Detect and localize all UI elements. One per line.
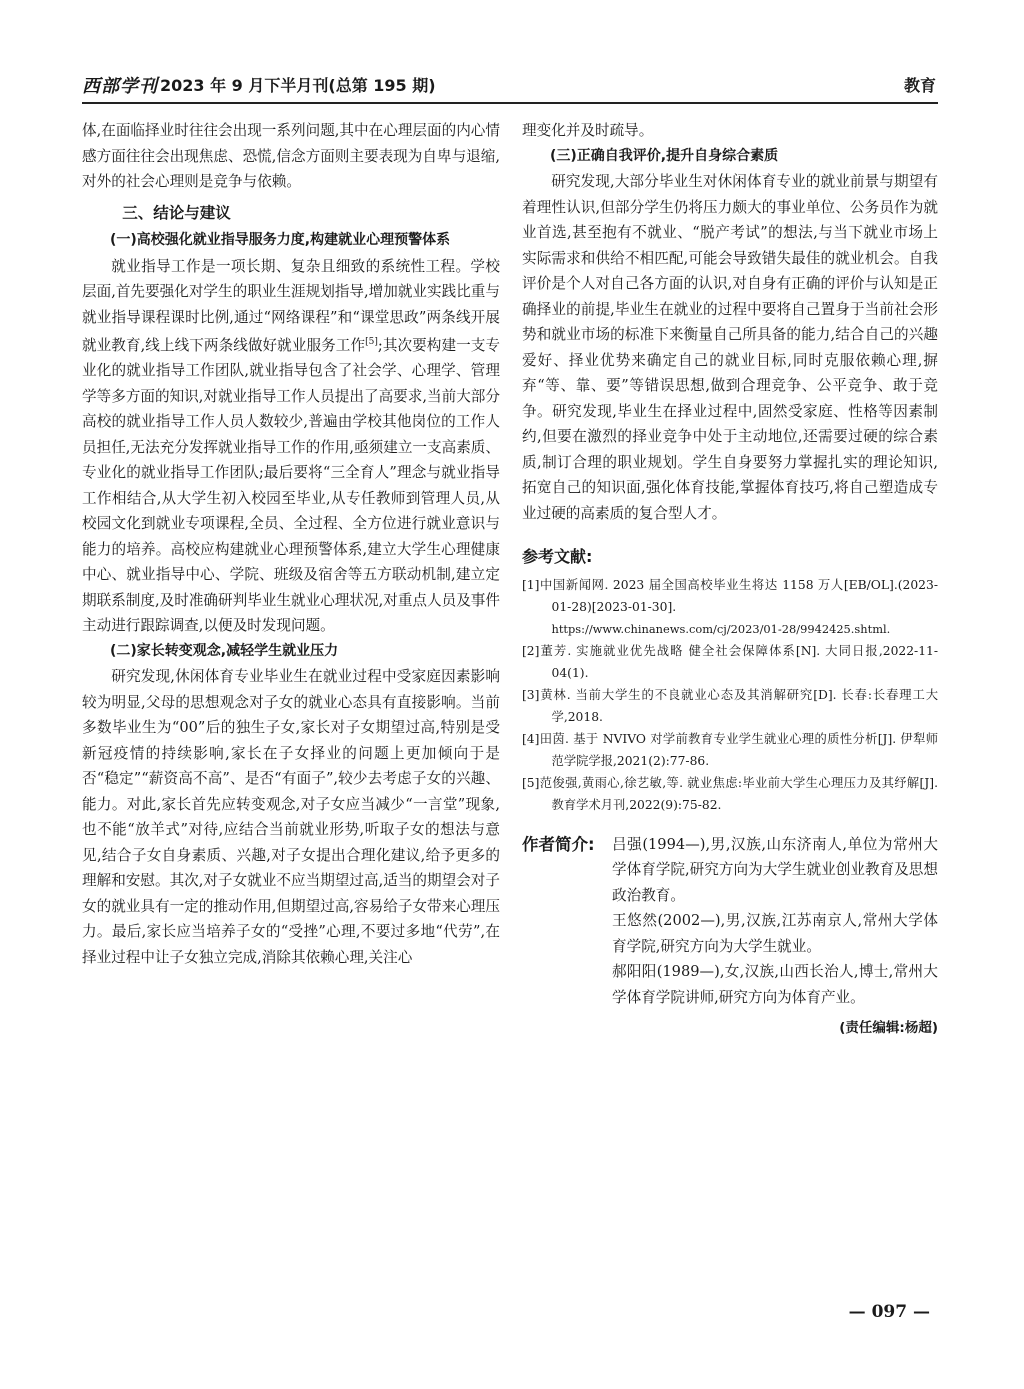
reference-text: [5]范俊强,黄雨心,徐艺敏,等. 就业焦虑:毕业前大学生心理压力及其纾解[J]. 教育学术月刊,2022(9):75-82.: [522, 775, 938, 812]
section-name: 教育: [903, 76, 936, 95]
author-entry: 郝阳阳(1989—),女,汉族,山西长治人,博士,常州大学体育学院讲师,研究方向为体育产业。: [612, 963, 938, 1006]
subsection-heading-3: (三)正确自我评价,提升自身综合素质: [550, 147, 779, 164]
reference-item: [522, 772, 938, 816]
right-column: [522, 118, 938, 1042]
responsible-editor: (责任编辑:杨超): [839, 1020, 938, 1036]
reference-item: [522, 728, 938, 772]
reference-url[interactable]: https://www.chinanews.com/cj/2023/01-28/9942425.shtml.: [551, 621, 891, 636]
page-number: — 097 —: [848, 1302, 930, 1322]
subsection-heading-1: (一)高校强化就业指导服务力度,构建就业心理预警体系: [110, 232, 451, 248]
citation-5: [5]: [365, 337, 378, 347]
author-label: 作者简介:: [522, 834, 595, 854]
references-heading: 参考文献:: [522, 547, 593, 566]
subsection-3-body: 研究发现,大部分毕业生对休闲体育专业的就业前景与期望有着理性认识,但部分学生仍将压力颇大的事业单位、公务员作为就业首选,甚至抱有不就业、“脱产考试”的想法,与当下就业市场上实际需求和供给不相匹配,可能会导致错失最佳的就业机会。自我评价是个人对自己各方面的认识,对自身有正确的评价与认知是正确择业的前提,毕业生在就业的过程中要将自己置身于当前社会形势和就业市场的标准下来衡量自己所具备的能力,结合自己的兴趣爱好、择业优势来确定自己的就业目标,同时克服依赖心理,摒弃“等、靠、要”等错误思想,做到合理竞争、公平竞争、敢于竞争。研究发现,毕业生在择业过程中,固然受家庭、性格等因素制约,但要在激烈的择业竞争中处于主动地位,还需要过硬的综合素质,制订合理的职业规划。学生自身要努力掌握扎实的理论知识,拓宽自己的知识面,强化体育技能,掌握体育技巧,将自己塑造成专业过硬的高素质的复合型人才。: [522, 173, 938, 522]
reference-text: [1]中国新闻网. 2023 届全国高校毕业生将达 1158 万人[EB/OL].(2023-01-28)[2023-01-30].: [522, 577, 938, 614]
author-entry: 吕强(1994—),男,汉族,山东济南人,单位为常州大学体育学院,研究方向为大学生就业创业教育及思想政治教育。: [612, 835, 938, 904]
subsection-1-text-a: 就业指导工作是一项长期、复杂且细致的系统性工程。学校层面,首先要强化对学生的职业生涯规划指导,增加就业实践比重与就业指导课程课时比例,通过“网络课程”和“课堂思政”两条线开展就业教育,线上线下两条线做好就业服务工作: [82, 257, 500, 354]
reference-text: [2]董芳. 实施就业优先战略 健全社会保障体系[N]. 大同日报,2022-11-04(1).: [522, 643, 938, 680]
subsection-2-body: 研究发现,休闲体育专业毕业生在就业过程中受家庭因素影响较为明显,父母的思想观念对子女的就业心态具有直接影响。当前多数毕业生为“00”后的独生子女,家长对子女期望过高,特别是受新冠疫情的持续影响,家长在子女择业的问题上更加倾向于是否“稳定”“薪资高不高”、是否“有面子”,较少去考虑子女的兴趣、能力。对此,家长首先应转变观念,对子女应当减少“一言堂”现象,也不能“放羊式”对待,应结合当前就业形势,听取子女的想法与意见,结合子女自身素质、兴趣,对子女提出合理化建议,给予更多的理解和安慰。其次,对子女就业不应当期望过高,适当的期望会对子女的就业具有一定的推动作用,但期望过高,容易给子女带来心理压力。最后,家长应当培养子女的“受挫”心理,不要过多地“代劳”,在择业过程中让子女独立完成,消除其依赖心理,关注心: [82, 668, 500, 966]
author-info: [522, 832, 938, 1011]
subsection-1-body: [82, 254, 500, 639]
left-column: [82, 118, 500, 970]
reference-list: [522, 574, 938, 816]
author-entries: [612, 832, 938, 1011]
author-entry: 王悠然(2002—),男,汉族,江苏南京人,常州大学体育学院,研究方向为大学生就业。: [612, 912, 938, 955]
reference-text: [4]田茵. 基于 NVIVO 对学前教育专业学生就业心理的质性分析[J]. 伊犁师范学院学报,2021(2):77-86.: [522, 731, 938, 768]
section-heading: 三、结论与建议: [122, 203, 231, 222]
continued-paragraph-right: 理变化并及时疏导。: [522, 122, 654, 139]
reference-item: [522, 684, 938, 728]
issue-info: 2023 年 9 月下半月刊(总第 195 期): [160, 76, 436, 95]
reference-item: [522, 640, 938, 684]
page-header: [82, 70, 938, 104]
subsection-heading-2: (二)家长转变观念,减轻学生就业压力: [110, 642, 339, 659]
reference-text: [3]黄林. 当前大学生的不良就业心态及其消解研究[D]. 长春:长春理工大学,2018.: [522, 687, 938, 724]
continued-paragraph: 体,在面临择业时往往会出现一系列问题,其中在心理层面的内心情感方面往往会出现焦虑、恐慌,信念方面则主要表现为自卑与退缩,对外的社会心理则是竞争与依赖。: [82, 122, 500, 190]
journal-logo: 西部学刊: [82, 76, 158, 97]
reference-item: [522, 574, 938, 640]
subsection-1-text-b: ;其次要构建一支专业化的就业指导工作团队,就业指导包含了社会学、心理学、管理学等多方面的知识,对就业指导工作人员提出了高要求,当前大部分高校的就业指导工作人员人数较少,普遍由学校其他岗位的工作人员担任,无法充分发挥就业指导工作的作用,亟须建立一支高素质、专业化的就业指导工作团队;最后要将“三全育人”理念与就业指导工作相结合,从大学生初入校园至毕业,从专任教师到管理人员,从校园文化到就业专项课程,全员、全过程、全方位进行就业意识与能力的培养。高校应构建就业心理预警体系,建立大学生心理健康中心、就业指导中心、学院、班级及宿舍等五方联动机制,建立定期联系制度,及时准确研判毕业生就业心理状况,对重点人员及事件主动进行跟踪调查,以便及时发现问题。: [82, 336, 500, 635]
